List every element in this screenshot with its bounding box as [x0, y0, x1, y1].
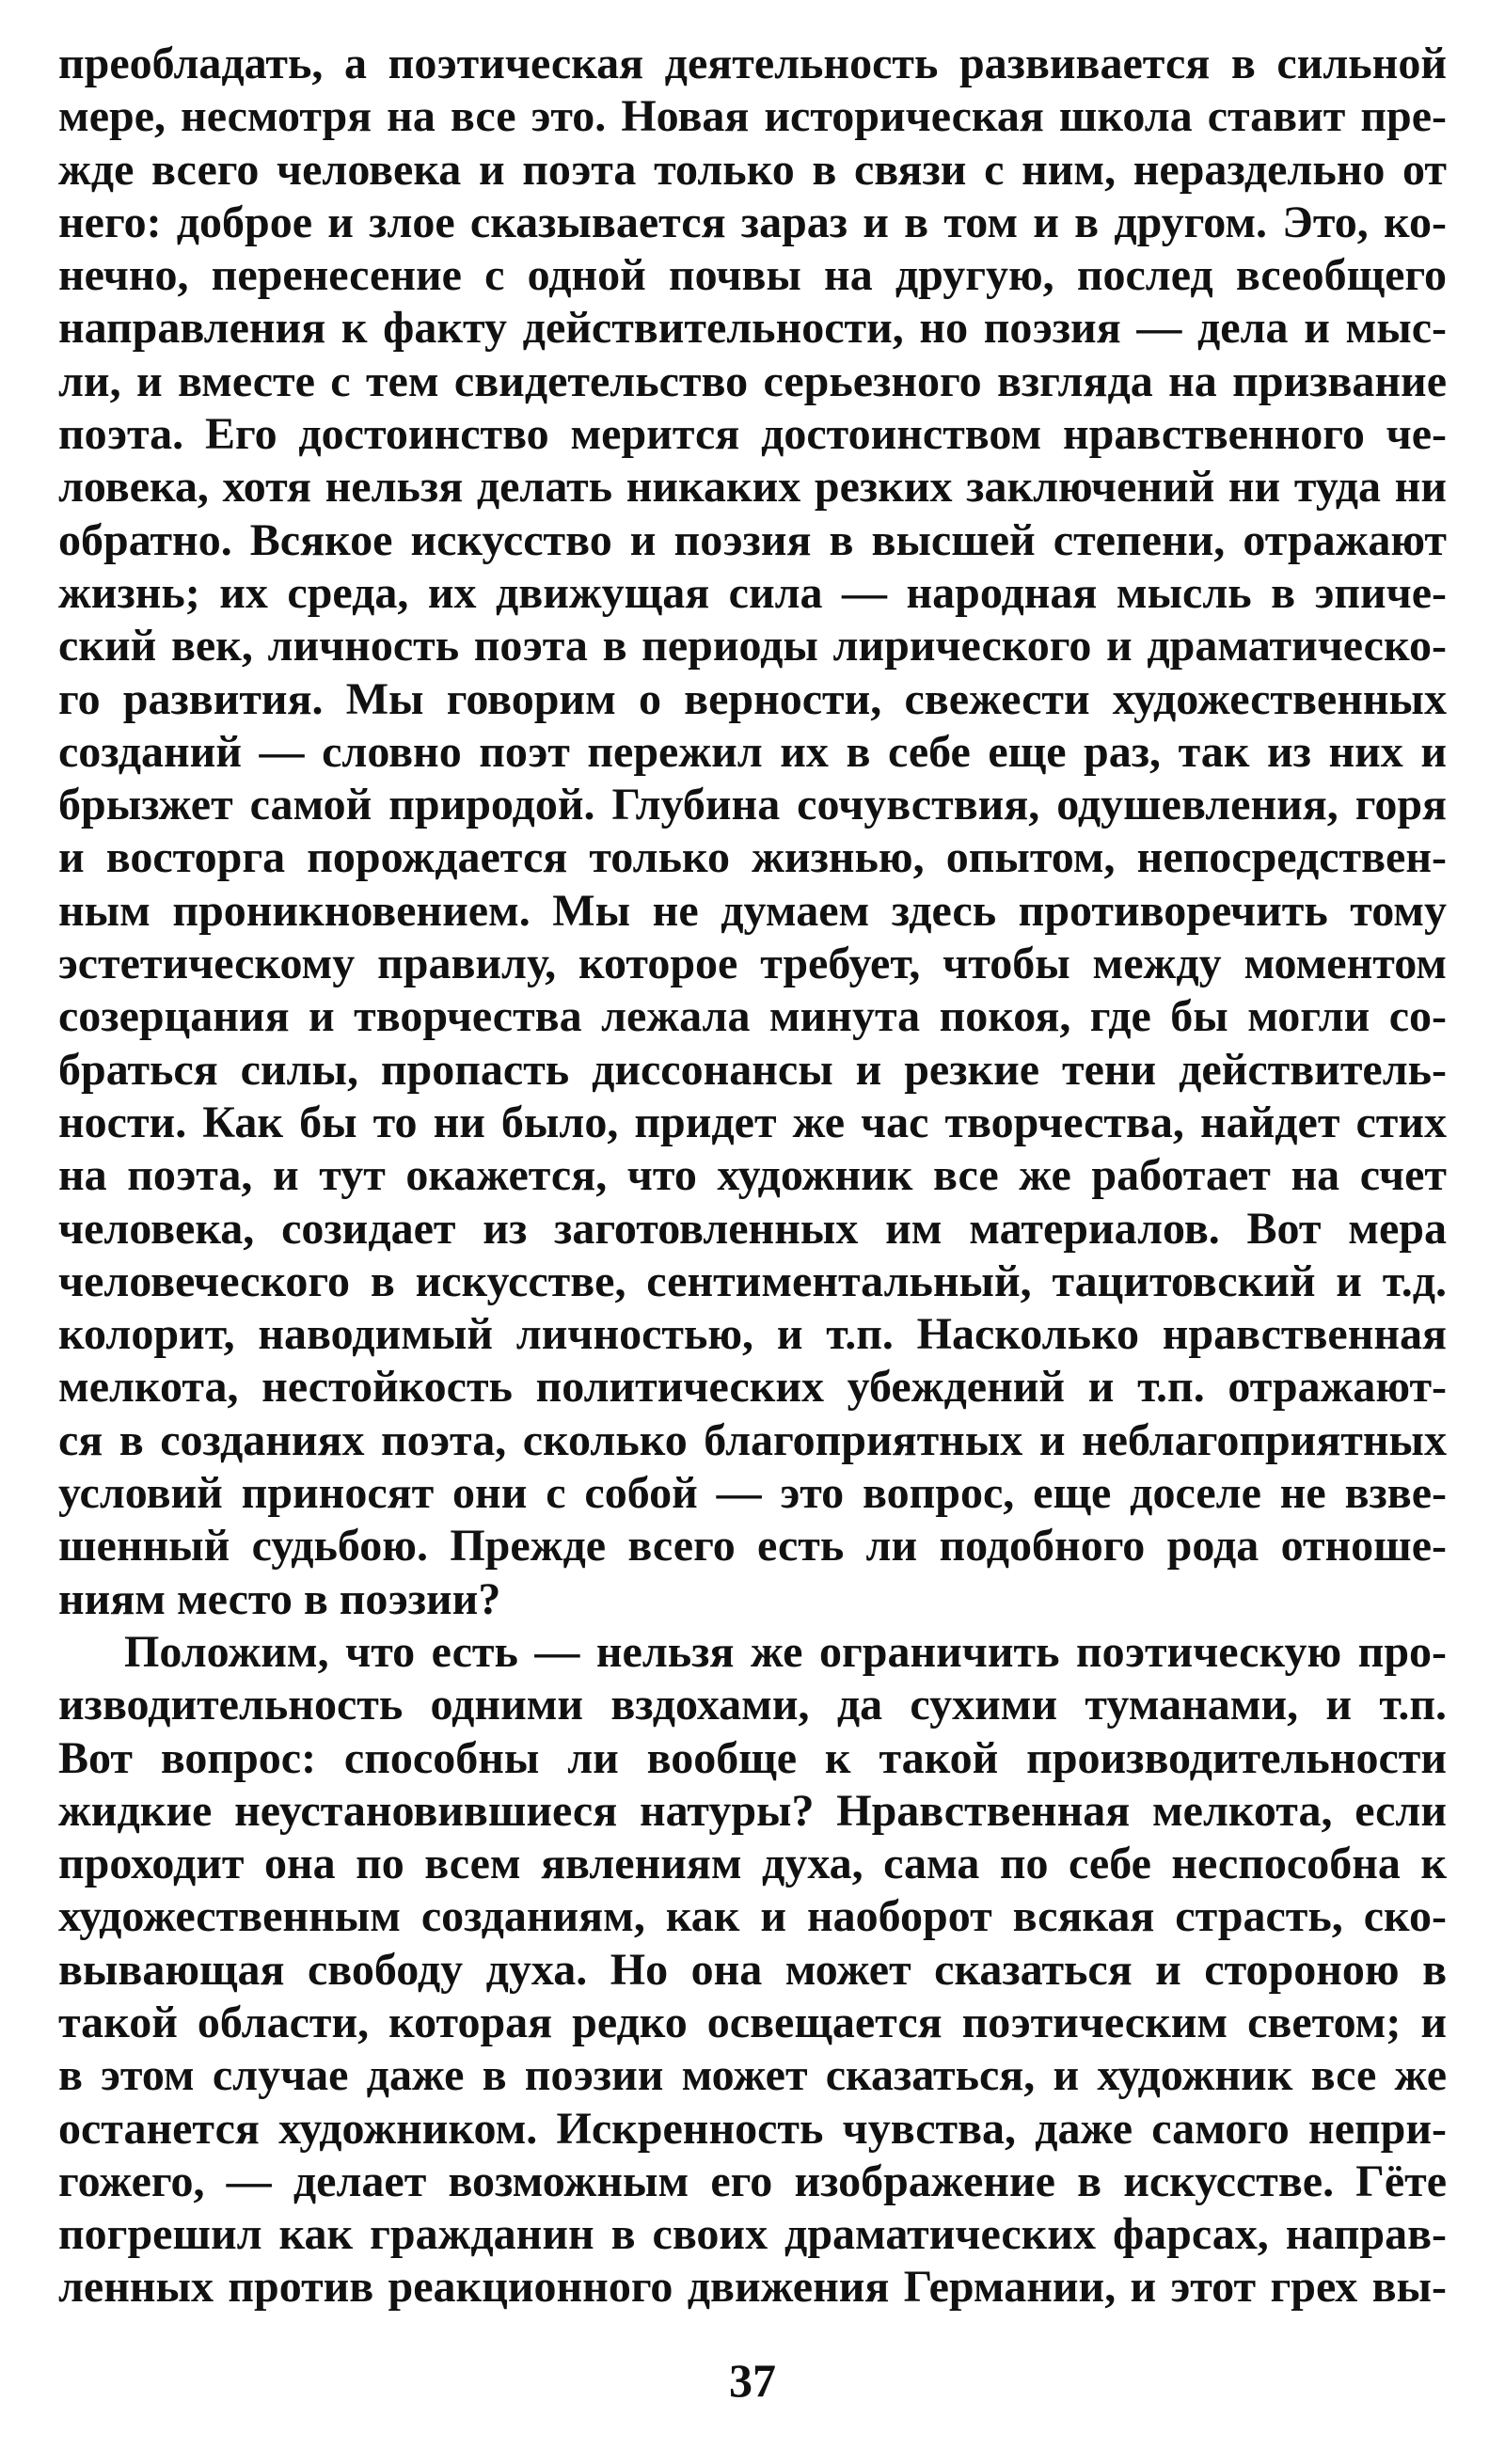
text-line: ным проникновением. Мы не думаем здесь противоречить тому: [58, 885, 1447, 936]
text-line: условий приносят они с собой — это вопрос, еще доселе не взве-: [58, 1468, 1447, 1519]
text-line: колорит, наводимый личностью, и т.п. Насколько нравственная: [58, 1309, 1447, 1360]
text-line: брызжет самой природой. Глубина сочувствия, одушевления, горя: [58, 780, 1447, 830]
text-line: поэта. Его достоинство мерится достоинством нравственного че-: [58, 409, 1447, 460]
text-line: нечно, перенесение с одной почвы на другую, послед всеобщего: [58, 250, 1447, 301]
text-line: человека, созидает из заготовленных им материалов. Вот мера: [58, 1203, 1447, 1254]
body-text: [58, 38, 1447, 2314]
text-line: останется художником. Искренность чувства, даже самого непри-: [58, 2103, 1447, 2154]
text-line: вывающая свободу духа. Но она может сказаться и стороною в: [58, 1944, 1447, 1995]
text-line: погрешил как гражданин в своих драматических фарсах, направ-: [58, 2209, 1447, 2260]
text-line: жизнь; их среда, их движущая сила — народная мысль в эпиче-: [58, 567, 1447, 618]
text-line: на поэта, и тут окажется, что художник все же работает на счет: [58, 1150, 1447, 1201]
paragraph: [58, 1626, 1447, 2314]
text-line: художественным созданиям, как и наоборот всякая страсть, ско-: [58, 1891, 1447, 1942]
text-line: преобладать, а поэтическая деятельность развивается в сильной: [58, 39, 1447, 88]
text-line: Вот вопрос: способны ли вообще к такой производительности: [58, 1732, 1447, 1783]
text-line: браться силы, пропасть диссонансы и резкие тени действитель-: [58, 1044, 1447, 1095]
text-line: жидкие неустановившиеся натуры? Нравственная мелкота, если: [58, 1785, 1447, 1836]
page-number: 37: [729, 2354, 776, 2407]
text-line: ности. Как бы то ни было, придет же час творчества, найдет стих: [58, 1097, 1447, 1147]
text-line: изводительность одними вздохами, да сухими туманами, и т.п.: [58, 1680, 1447, 1730]
text-line: эстетическому правилу, которое требует, чтобы между моментом: [58, 939, 1447, 989]
text-line: ловека, хотя нельзя делать никаких резких заключений ни туда ни: [58, 462, 1447, 513]
text-line: гожего, — делает возможным его изображение в искусстве. Гёте: [58, 2156, 1447, 2206]
text-line: ниям место в поэзии?: [58, 1573, 501, 1624]
text-line: ся в созданиях поэта, сколько благоприятных и неблагоприятных: [58, 1414, 1447, 1465]
text-line: мелкота, нестойкость политических убеждений и т.п. отражают-: [58, 1362, 1447, 1413]
text-line: созерцания и творчества лежала минута покоя, где бы могли со-: [58, 991, 1447, 1042]
text-line: ленных против реакционного движения Германии, и этот грех вы-: [58, 2262, 1447, 2313]
text-line: такой области, которая редко освещается поэтическим светом; и: [58, 1997, 1447, 2047]
text-line: человеческого в искусстве, сентиментальный, тацитовский и т.д.: [58, 1256, 1447, 1306]
text-line: обратно. Всякое искусство и поэзия в высшей степени, отражают: [58, 514, 1447, 565]
book-page: [58, 38, 1447, 2426]
text-line: в этом случае даже в поэзии может сказаться, и художник все же: [58, 2050, 1447, 2101]
paragraph: [58, 38, 1447, 1626]
text-line: мере, несмотря на все это. Новая историческая школа ставит пре-: [58, 91, 1447, 142]
text-line: шенный судьбою. Прежде всего есть ли подобного рода отноше-: [58, 1521, 1447, 1572]
text-line: направления к факту действительности, но поэзия — дела и мыс-: [58, 303, 1447, 354]
text-line: созданий — словно поэт пережил их в себе еще раз, так из них и: [58, 726, 1447, 777]
text-line: ли, и вместе с тем свидетельство серьезного взгляда на призвание: [58, 355, 1447, 406]
text-line: го развития. Мы говорим о верности, свежести художественных: [58, 673, 1447, 724]
text-line: проходит она по всем явлениям духа, сама по себе неспособна к: [58, 1839, 1447, 1889]
text-line: него: доброе и злое сказывается зараз и в том и в другом. Это, ко-: [58, 197, 1447, 247]
text-line: ский век, личность поэта в периоды лирического и драматическо-: [58, 621, 1447, 671]
text-line: Положим, что есть — нельзя же ограничить поэтическую про-: [124, 1626, 1447, 1677]
text-line: жде всего человека и поэта только в связи с ним, нераздельно от: [58, 144, 1447, 195]
text-line: и восторга порождается только жизнью, опытом, непосредствен-: [58, 832, 1447, 883]
